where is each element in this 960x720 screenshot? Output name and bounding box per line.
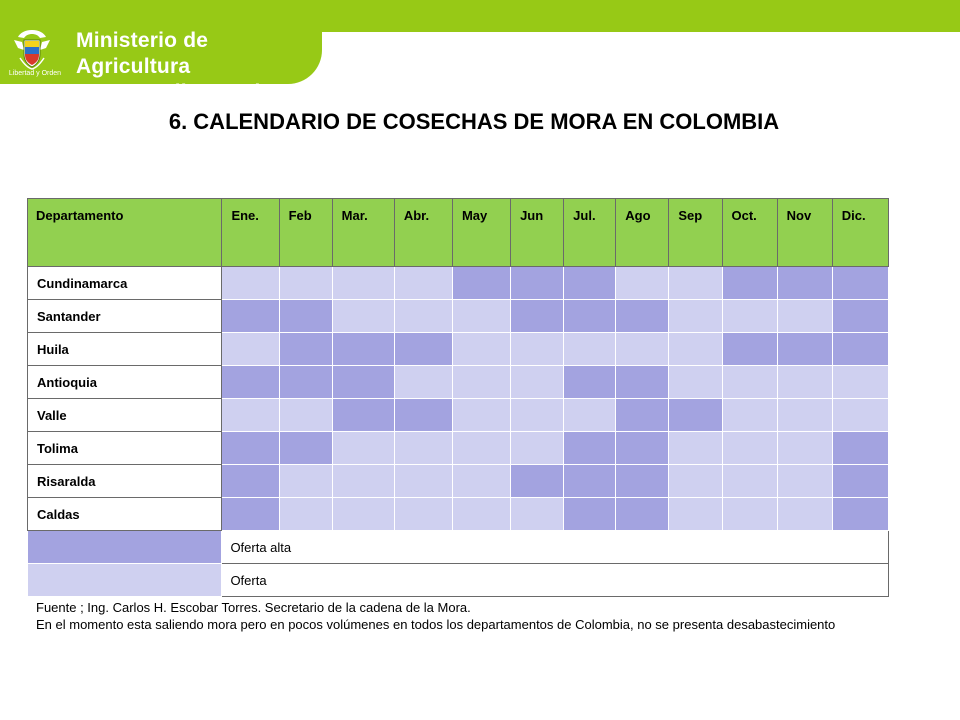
colombia-coat-of-arms-icon	[10, 28, 54, 70]
harvest-calendar-table	[27, 198, 889, 597]
calendar-cell-oferta-alta	[564, 267, 616, 300]
calendar-cell-oferta	[722, 300, 777, 333]
calendar-cell-oferta	[452, 333, 510, 366]
calendar-cell-oferta	[669, 300, 722, 333]
calendar-cell-oferta	[616, 267, 669, 300]
calendar-cell-oferta-alta	[832, 498, 888, 531]
department-name: Antioquia	[28, 366, 222, 399]
calendar-cell-oferta	[511, 498, 564, 531]
calendar-cell-oferta-alta	[564, 465, 616, 498]
calendar-cell-oferta-alta	[564, 432, 616, 465]
calendar-cell-oferta	[452, 498, 510, 531]
calendar-cell-oferta-alta	[616, 300, 669, 333]
calendar-cell-oferta	[279, 267, 332, 300]
column-header-month: Mar.	[332, 199, 394, 267]
ministry-name-line2: y Desarrollo Rural	[76, 81, 261, 104]
calendar-cell-oferta-alta	[222, 300, 279, 333]
seal-caption: Libertad y Orden	[8, 70, 62, 77]
calendar-cell-oferta	[394, 267, 452, 300]
department-name: Santander	[28, 300, 222, 333]
calendar-cell-oferta	[616, 333, 669, 366]
calendar-cell-oferta	[394, 432, 452, 465]
calendar-cell-oferta	[332, 300, 394, 333]
calendar-cell-oferta	[394, 498, 452, 531]
calendar-cell-oferta-alta	[669, 399, 722, 432]
calendar-cell-oferta	[279, 498, 332, 531]
calendar-cell-oferta-alta	[564, 300, 616, 333]
table-row	[28, 366, 889, 399]
calendar-cell-oferta-alta	[279, 366, 332, 399]
calendar-cell-oferta-alta	[832, 300, 888, 333]
calendar-cell-oferta	[669, 465, 722, 498]
calendar-cell-oferta	[669, 333, 722, 366]
calendar-cell-oferta	[669, 498, 722, 531]
calendar-cell-oferta	[332, 267, 394, 300]
department-name: Caldas	[28, 498, 222, 531]
calendar-cell-oferta	[722, 498, 777, 531]
calendar-cell-oferta	[511, 432, 564, 465]
calendar-cell-oferta	[777, 432, 832, 465]
calendar-cell-oferta	[452, 366, 510, 399]
calendar-cell-oferta-alta	[616, 399, 669, 432]
calendar-cell-oferta-alta	[394, 333, 452, 366]
legend-label: Oferta	[222, 564, 889, 597]
calendar-cell-oferta-alta	[511, 267, 564, 300]
calendar-cell-oferta	[564, 333, 616, 366]
calendar-cell-oferta-alta	[777, 267, 832, 300]
calendar-cell-oferta	[511, 399, 564, 432]
calendar-cell-oferta	[832, 366, 888, 399]
calendar-cell-oferta-alta	[511, 300, 564, 333]
calendar-cell-oferta	[452, 432, 510, 465]
calendar-cell-oferta-alta	[279, 333, 332, 366]
source-line: Fuente ; Ing. Carlos H. Escobar Torres. Secretario de la cadena de la Mora.	[36, 600, 471, 615]
table-header-row	[28, 199, 889, 267]
ministry-name	[76, 28, 322, 106]
calendar-cell-oferta	[222, 333, 279, 366]
calendar-cell-oferta-alta	[279, 300, 332, 333]
calendar-cell-oferta	[777, 498, 832, 531]
calendar-cell-oferta-alta	[222, 498, 279, 531]
calendar-cell-oferta	[332, 432, 394, 465]
calendar-cell-oferta-alta	[332, 333, 394, 366]
column-header-month: Jun	[511, 199, 564, 267]
calendar-cell-oferta-alta	[832, 267, 888, 300]
calendar-cell-oferta	[777, 366, 832, 399]
table-row	[28, 267, 889, 300]
calendar-cell-oferta-alta	[452, 267, 510, 300]
department-name: Huila	[28, 333, 222, 366]
legend-label: Oferta alta	[222, 531, 889, 564]
calendar-cell-oferta	[452, 399, 510, 432]
ministry-name-line1: Ministerio de Agricultura	[76, 29, 209, 78]
calendar-cell-oferta-alta	[777, 333, 832, 366]
column-header-month: Abr.	[394, 199, 452, 267]
calendar-cell-oferta	[722, 399, 777, 432]
department-name: Tolima	[28, 432, 222, 465]
calendar-cell-oferta	[452, 300, 510, 333]
calendar-cell-oferta-alta	[616, 366, 669, 399]
table-row	[28, 300, 889, 333]
calendar-cell-oferta	[394, 465, 452, 498]
calendar-cell-oferta-alta	[722, 333, 777, 366]
legend-row	[28, 531, 889, 564]
column-header-month: Feb	[279, 199, 332, 267]
calendar-cell-oferta	[722, 465, 777, 498]
calendar-cell-oferta-alta	[332, 366, 394, 399]
legend-row	[28, 564, 889, 597]
calendar-cell-oferta-alta	[511, 465, 564, 498]
calendar-cell-oferta	[222, 399, 279, 432]
page-title: 6. CALENDARIO DE COSECHAS DE MORA EN COLOMBIA	[168, 109, 780, 134]
calendar-cell-oferta	[279, 465, 332, 498]
legend-swatch	[28, 531, 222, 564]
calendar-cell-oferta-alta	[722, 267, 777, 300]
table-row	[28, 333, 889, 366]
department-name: Valle	[28, 399, 222, 432]
calendar-cell-oferta-alta	[832, 333, 888, 366]
calendar-cell-oferta-alta	[222, 432, 279, 465]
calendar-cell-oferta-alta	[616, 432, 669, 465]
calendar-cell-oferta	[777, 300, 832, 333]
department-name: Risaralda	[28, 465, 222, 498]
calendar-cell-oferta-alta	[394, 399, 452, 432]
legend-swatch	[28, 564, 222, 597]
calendar-cell-oferta	[669, 267, 722, 300]
column-header-month: Ene.	[222, 199, 279, 267]
department-name: Cundinamarca	[28, 267, 222, 300]
calendar-cell-oferta	[777, 399, 832, 432]
calendar-cell-oferta-alta	[564, 498, 616, 531]
source-note	[36, 599, 916, 633]
calendar-cell-oferta-alta	[564, 366, 616, 399]
calendar-cell-oferta	[452, 465, 510, 498]
calendar-cell-oferta-alta	[279, 432, 332, 465]
calendar-cell-oferta	[832, 399, 888, 432]
calendar-cell-oferta	[722, 432, 777, 465]
column-header-month: May	[452, 199, 510, 267]
calendar-cell-oferta	[332, 498, 394, 531]
calendar-cell-oferta	[777, 465, 832, 498]
calendar-cell-oferta-alta	[616, 465, 669, 498]
calendar-cell-oferta-alta	[832, 465, 888, 498]
table-row	[28, 465, 889, 498]
calendar-cell-oferta	[279, 399, 332, 432]
calendar-cell-oferta-alta	[616, 498, 669, 531]
table-row	[28, 399, 889, 432]
calendar-cell-oferta	[722, 366, 777, 399]
table-row	[28, 498, 889, 531]
note-line: En el momento esta saliendo mora pero en pocos volúmenes en todos los departamentos de Colombia, no se presenta desabastecimiento	[36, 617, 836, 632]
calendar-cell-oferta	[511, 333, 564, 366]
ministry-logo-tab	[0, 0, 322, 104]
calendar-cell-oferta	[394, 366, 452, 399]
calendar-cell-oferta-alta	[222, 366, 279, 399]
column-header-departamento: Departamento	[28, 199, 222, 267]
column-header-month: Jul.	[564, 199, 616, 267]
calendar-cell-oferta-alta	[832, 432, 888, 465]
calendar-cell-oferta	[332, 465, 394, 498]
column-header-month: Dic.	[832, 199, 888, 267]
column-header-month: Nov	[777, 199, 832, 267]
calendar-cell-oferta	[669, 432, 722, 465]
calendar-cell-oferta	[511, 366, 564, 399]
calendar-cell-oferta	[394, 300, 452, 333]
calendar-cell-oferta	[222, 267, 279, 300]
calendar-cell-oferta	[669, 366, 722, 399]
column-header-month: Oct.	[722, 199, 777, 267]
column-header-month: Ago	[616, 199, 669, 267]
calendar-cell-oferta-alta	[222, 465, 279, 498]
table-row	[28, 432, 889, 465]
column-header-month: Sep	[669, 199, 722, 267]
calendar-cell-oferta	[564, 399, 616, 432]
calendar-cell-oferta-alta	[332, 399, 394, 432]
